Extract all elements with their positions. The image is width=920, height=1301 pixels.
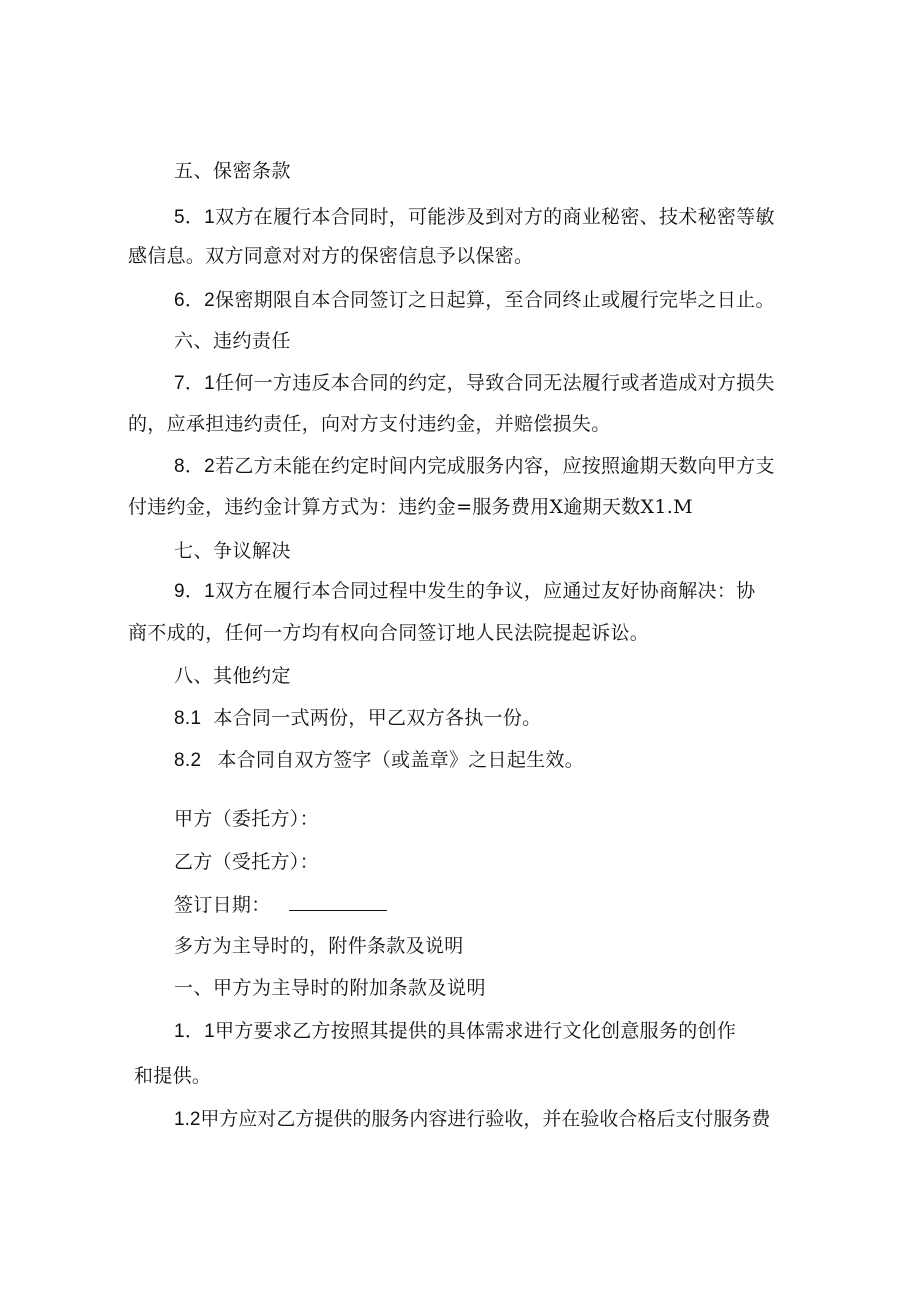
clause-text: 保密期限自本合同签订之日起算，至合同终止或履行完毕之日止。 [215, 289, 775, 311]
clause-8-2 [174, 747, 584, 774]
clause-8-2-line-2: 付违约金，违约金计算方式为：违约金=服务费用X逾期天数X1.M [128, 496, 693, 518]
clause-number: 9．1 [174, 581, 216, 602]
clause-text: 甲方应对乙方提供的服务内容进行验收，并在验收合格后支付服务费 [200, 1108, 771, 1130]
clause-text: 本合同一式两份，甲乙双方各执一份。 [213, 707, 542, 729]
clause-number: 1．1 [174, 1021, 216, 1042]
appendix-clause-1-1-line-1 [174, 1018, 736, 1045]
appendix-clause-1-2-line-1 [174, 1106, 770, 1133]
appendix-clause-1-1-line-2: 和提供。 [134, 1065, 212, 1087]
section-5-heading: 五、保密条款 [174, 160, 292, 182]
clause-text: 本合同自双方签字（或盖章》之日起生效。 [217, 749, 585, 771]
clause-5-1-line-2: 感信息。双方同意对对方的保密信息予以保密。 [128, 245, 534, 267]
clause-number: 7．1 [174, 373, 216, 394]
clause-number: 8．2 [174, 456, 216, 477]
clause-5-1-line-1 [174, 204, 775, 231]
clause-text: 若乙方未能在约定时间内完成服务内容，应按照逾期天数向甲方支 [215, 455, 775, 477]
clause-number: 6．2 [174, 290, 216, 311]
section-7-heading: 七、争议解决 [174, 540, 292, 562]
clause-8-2-line-1 [174, 453, 775, 480]
clause-number: 8.1 [174, 708, 202, 729]
appendix-heading: 一、甲方为主导时的附加条款及说明 [174, 977, 487, 999]
section-8-heading: 八、其他约定 [174, 665, 292, 687]
appendix-intro: 多方为主导时的，附件条款及说明 [174, 935, 464, 957]
party-b-signature-label: 乙方（受托方）： [174, 851, 319, 873]
clause-number: 5．1 [174, 207, 216, 228]
clause-9-1-line-2: 商不成的，任何一方均有权向合同签订地人民法院提起诉讼。 [128, 622, 650, 644]
section-6-heading: 六、违约责任 [174, 330, 292, 352]
signing-date-blank-line [289, 892, 387, 911]
clause-9-1-line-1 [174, 578, 755, 605]
clause-number: 8.2 [174, 750, 202, 771]
clause-text: 任何一方违反本合同的约定，导致合同无法履行或者造成对方损失 [215, 372, 775, 394]
clause-6-2-line-1 [174, 287, 775, 314]
clause-text: 甲方要求乙方按照其提供的具体需求进行文化创意服务的创作 [215, 1020, 737, 1042]
clause-8-1 [174, 705, 541, 732]
clause-text: 双方在履行本合同过程中发生的争议，应通过友好协商解决：协 [215, 580, 756, 602]
clause-text: 双方在履行本合同时，可能涉及到对方的商业秘密、技术秘密等敏 [215, 206, 775, 228]
signing-date-row [174, 892, 387, 918]
party-a-signature-label: 甲方（委托方）： [174, 808, 319, 830]
clause-7-1-line-1 [174, 370, 775, 397]
clause-number: 1.2 [174, 1109, 201, 1130]
signing-date-label: 签订日期： [174, 894, 271, 916]
clause-7-1-line-2: 的，应承担违约责任，向对方支付违约金，并赔偿损失。 [128, 413, 611, 435]
